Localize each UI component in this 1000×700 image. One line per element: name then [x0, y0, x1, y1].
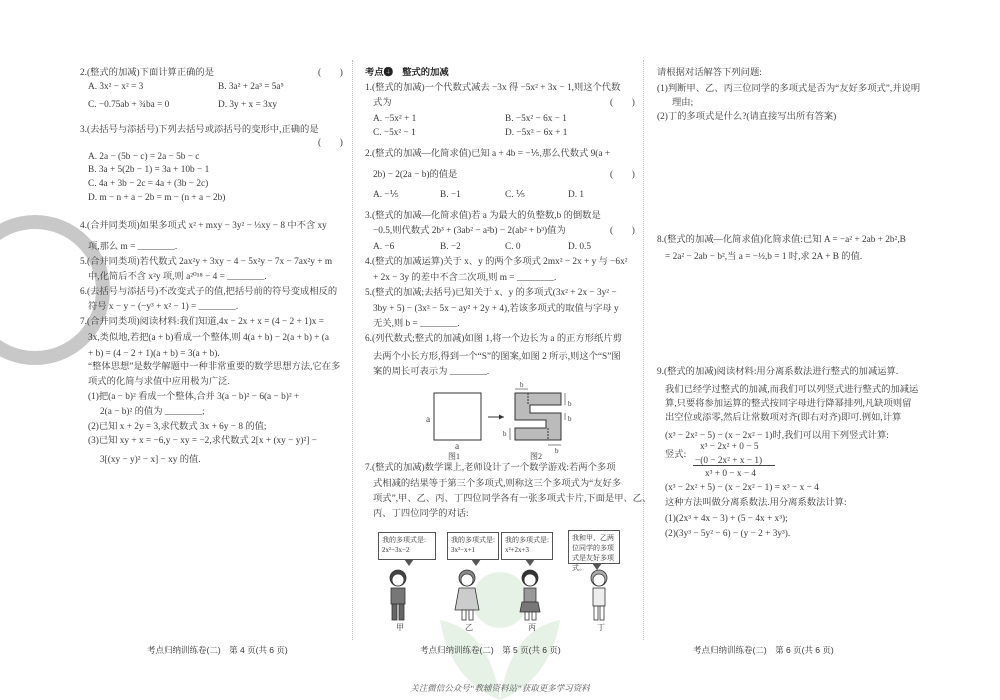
- middle-column-line: ( ): [610, 226, 635, 236]
- student-label: 甲: [396, 623, 404, 632]
- right-column-line: (1)判断甲、乙、丙三位同学的多项式是否为“友好多项式”,并说明: [657, 84, 921, 94]
- figure-b-label: b: [503, 430, 507, 438]
- speech-bubble-bing: [501, 532, 553, 560]
- left-column-line: 3x,类似地,若把(a + b)看成一个整体,则 4(a + b) − 2(a + b) + (a: [88, 333, 330, 343]
- middle-column-line: A. −⅕: [373, 190, 399, 200]
- right-column-line: = 2a² − 2ab − b²,当 a = −½,b = 1 时,求 2A + B 的值.: [665, 252, 863, 262]
- left-column-line: B. 3a² + 2a³ = 5a⁵: [218, 82, 284, 92]
- bubble-body: x²+2x+3: [505, 546, 529, 554]
- left-column-line: 项式的化简与求值中应用极为广泛.: [88, 377, 230, 387]
- page-footer-5: 考点归纳训练卷(二) 第 5 页(共 6 页): [420, 645, 561, 655]
- middle-column-line: 式为: [373, 98, 392, 108]
- figure-bottom-label: a: [455, 442, 460, 452]
- left-column-line: ( ): [318, 138, 343, 148]
- middle-column-line: B. −5x² − 6x − 1: [505, 114, 567, 124]
- right-column-line: 理由;: [672, 98, 694, 108]
- left-column-line: 符号 x − y − (−y³ + x² − 1) = ________.: [88, 302, 239, 312]
- bubble-head: 我和甲、乙两位同学的多项式是友好多项式。: [572, 534, 614, 572]
- students-illustration: [370, 568, 630, 623]
- left-column-line: B. 3a + 5(2b − 1) = 3a + 10b − 1: [88, 165, 210, 175]
- middle-column-line: 1.(整式的加减)一个代数式减去 −3x 得 −5x² + 3x − 1,则这个代数: [365, 83, 621, 93]
- left-column-line: C. 4a + 3b − 2c = 4a + (3b − 2c): [88, 179, 209, 189]
- middle-column-line: 2b) − 2(2a − b)的值是: [373, 170, 458, 180]
- right-column-line: x³ − 2x² + 0 − 5: [700, 442, 759, 452]
- speech-bubble-ding: [568, 530, 620, 572]
- student-label: 乙: [465, 623, 473, 632]
- middle-column-line: + 2x − 3y 的差中不含二次项,则 m = ________.: [373, 273, 557, 283]
- figure-side-label: a: [426, 415, 431, 425]
- right-column-line: 9.(整式的加减)阅读材料:用分离系数法进行整式的加减运算.: [657, 367, 899, 377]
- left-column-line: “整体思想”是数学解题中一种非常重要的数学思想方法,它在多: [88, 362, 341, 372]
- student-bing: [520, 570, 540, 620]
- right-column-line: 这种方法叫做分离系数法.用分离系数法计算:: [665, 498, 847, 508]
- left-column-line: 3[(xy − y)² − x] − xy 的值.: [100, 455, 201, 465]
- middle-column-line: 案的周长可表示为 ________.: [373, 367, 490, 377]
- vertical-calc-rule: [693, 465, 775, 466]
- middle-column-line: 考点❹ 整式的加减: [365, 68, 449, 78]
- left-column-line: 6.(去括号与添括号)不改变式子的值,把括号前的符号变成相反的: [80, 287, 338, 297]
- middle-column-line: D. 1: [568, 190, 585, 200]
- left-column-line: 7.(合并同类项)阅读材料:我们知道,4x − 2x + x = (4 − 2 + 1)x =: [80, 317, 324, 327]
- middle-column-line: −0.5,则代数式 2b³ + (3ab² − a²b) − 2(ab² + b³)值为: [373, 226, 566, 236]
- student-label: 丁: [597, 623, 605, 632]
- right-column-line: (2)(3y³ − 5y² − 6) − (y − 2 + 3y³).: [665, 529, 791, 539]
- figure-1-caption: 图1: [448, 452, 460, 461]
- right-column-line: x³ + 0 − x − 4: [705, 469, 757, 479]
- bubble-head: 我的多项式是:: [382, 536, 426, 544]
- left-column-line: D. m − n + a − 2b = m − (n + a − 2b): [88, 193, 226, 203]
- figure-b-label: b: [555, 447, 559, 455]
- left-column-line: 5.(合并同类项)若代数式 2ax²y + 3xy − 4 − 5x²y − 7x − 7ax²y + m: [80, 257, 333, 267]
- middle-column-line: 无关,则 b = ________.: [373, 319, 460, 329]
- left-column-line: A. 3x² − x² = 3: [88, 82, 144, 92]
- left-column-line: 项,那么 m = ________.: [88, 242, 178, 252]
- middle-column-line: B. −1: [440, 190, 461, 200]
- question-6-figure: [400, 385, 630, 460]
- left-column-line: 4.(合并同类项)如果多项式 x² + mxy − 3y² − ⅓xy − 8 中不含 xy: [80, 221, 327, 231]
- figure-b-label: b: [520, 381, 524, 389]
- bottom-promo-note: 关注微信公众号“教辅资料站”获取更多学习资料: [410, 683, 590, 693]
- bubble-body: 2x²−3x−2: [382, 546, 410, 554]
- middle-column-line: 项式”,甲、乙、丙、丁四位同学各有一张多项式卡片,下面是甲、乙、: [373, 494, 652, 504]
- right-column-line: 算,只要将参加运算的整式按同字母进行降幂排列,凡缺项则留: [665, 399, 912, 409]
- left-column-line: (2)已知 x + 2y = 3,求代数式 3x + 6y − 8 的值;: [88, 422, 267, 432]
- right-column-line: (x³ − 2x² − 5) − (x − 2x² − 1)时,我们可以用下列竖式计算:: [665, 431, 889, 441]
- left-column-line: + b) = (4 − 2 + 1)(a + b) = 3(a + b).: [88, 349, 220, 359]
- bubble-body: 3x²−x+1: [451, 546, 475, 554]
- left-column-line: C. −0.75ab + ¾ba = 0: [88, 100, 170, 110]
- left-column-line: A. 2a − (5b − c) = 2a − 5b − c: [88, 152, 200, 162]
- column-divider: [352, 60, 353, 640]
- right-column-line: (1)(2x³ + 4x − 3) + (5 − 4x + x³);: [665, 514, 788, 524]
- middle-column-line: 3.(整式的加减—化简求值)若 a 为最大的负整数,b 的倒数是: [365, 211, 601, 221]
- middle-column-line: C. −5x² − 1: [373, 128, 416, 138]
- left-column-line: (3)已知 xy + x = −6,y − xy = −2,求代数式 2[x + (xy − y)²] −: [88, 436, 317, 446]
- middle-column-line: ( ): [610, 98, 635, 108]
- middle-column-line: D. −5x² − 6x + 1: [505, 128, 568, 138]
- middle-column-line: C. 0: [505, 242, 521, 252]
- right-column-line: (x³ − 2x² + 5) − (x − 2x² − 1) = x³ − x − 4: [665, 483, 819, 493]
- left-column-line: ( ): [318, 68, 343, 78]
- student-yi: [455, 570, 479, 620]
- middle-column-line: 5.(整式的加减;去括号)已知关于 x、y 的多项式(3x² + 2x − 3y² −: [365, 288, 617, 298]
- student-label: 丙: [528, 623, 536, 632]
- student-ding: [591, 570, 607, 620]
- speech-bubble-yi: [447, 532, 499, 560]
- right-column-line: 出空位或添零,然后让常数项对齐(即右对齐)即可.例如,计算: [665, 413, 902, 423]
- middle-column-line: 6.(列代数式;整式的加减)如图 1,将一个边长为 a 的正方形纸片剪: [365, 334, 622, 344]
- left-column-line: 3.(去括号与添括号)下列去括号或添括号的变形中,正确的是: [80, 125, 319, 135]
- right-column-line: −(0 − 2x² + x − 1): [695, 456, 763, 466]
- page-footer-4: 考点归纳训练卷(二) 第 4 页(共 6 页): [147, 645, 288, 655]
- right-column-line: 我们已经学过整式的加减,而我们可以列竖式进行整式的加减运: [665, 385, 919, 395]
- left-column-line: D. 3y + x = 3xy: [218, 100, 278, 110]
- middle-column-line: A. −5x² + 1: [373, 114, 417, 124]
- middle-column-line: 4.(整式的加减运算)关于 x、y 的两个多项式 2mx² − 2x + y 与 −6x²: [365, 257, 628, 267]
- middle-column-line: 丙、丁四位同学的对话:: [373, 509, 469, 519]
- left-column-line: (1)把(a − b)² 看成一个整体,合并 3(a − b)² − 6(a − b)² +: [88, 392, 300, 402]
- left-column-line: 2(a − b)² 的值为 ________;: [100, 407, 205, 417]
- middle-column-line: A. −6: [373, 242, 395, 252]
- middle-column-line: 7.(整式的加减)数学课上,老师设计了一个数学游戏:若两个多项: [365, 463, 616, 473]
- figure-b-label: b: [568, 400, 572, 408]
- right-column-line: 竖式:: [665, 450, 687, 460]
- middle-column-line: B. −2: [440, 242, 461, 252]
- middle-column-line: 去两个小长方形,得到一个“S”的图案,如图 2 所示,则这个“S”图: [373, 352, 621, 362]
- middle-column-line: 式相减的结果等于第三个多项式,则称这三个多项式为“友好多: [373, 479, 622, 489]
- column-divider: [643, 60, 644, 640]
- right-column-line: 请根据对话解答下列问题:: [657, 68, 762, 78]
- page-footer-6: 考点归纳训练卷(二) 第 6 页(共 6 页): [693, 645, 834, 655]
- right-column-line: (2)丁的多项式是什么?(请直接写出所有答案): [657, 112, 837, 122]
- middle-column-line: C. ⅕: [505, 190, 525, 200]
- figure-2-caption: 图2: [530, 452, 542, 461]
- middle-column-line: 3by + 5) − (3x² − 5x − ay² + 2y + 4),若该多项式的取值与字母 y: [373, 304, 619, 314]
- bubble-head: 我的多项式是:: [451, 536, 495, 544]
- bubble-head: 我的多项式是:: [505, 536, 549, 544]
- middle-column-line: ( ): [610, 170, 635, 180]
- middle-column-line: D. 0.5: [568, 242, 591, 252]
- left-column-line: 中,化简后不含 x²y 项,则 a²⁰¹⁸ − 4 = ________.: [88, 272, 267, 282]
- middle-column-line: 2.(整式的加减—化简求值)已知 a + 4b = −⅕,那么代数式 9(a +: [365, 149, 611, 159]
- figure-b-label: b: [568, 415, 572, 423]
- right-column-line: 8.(整式的加减—化简求值)化简求值:已知 A = −a² + 2ab + 2b²,B: [657, 235, 906, 245]
- left-column-line: 2.(整式的加减)下面计算正确的是: [80, 68, 215, 78]
- student-jia: [390, 570, 406, 620]
- speech-bubble-jia: [378, 532, 436, 560]
